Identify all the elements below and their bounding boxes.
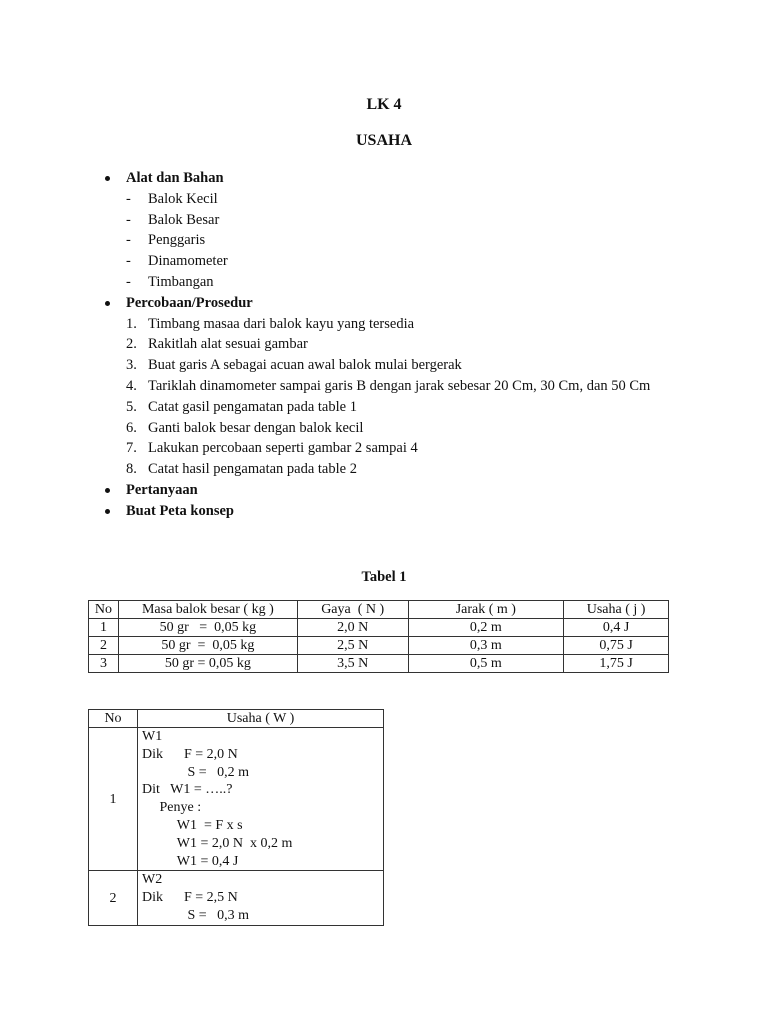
table-header-cell: No — [89, 710, 138, 728]
list-item: Lakukan percobaan seperti gambar 2 sampai 4 — [148, 440, 418, 457]
list-item: Dinamometer — [148, 253, 228, 270]
table-cell: Gaya ( N ) — [297, 601, 408, 619]
table-cell: 2,0 N — [297, 619, 408, 637]
table-cell: 1,75 J — [564, 655, 669, 673]
list-item: Buat garis A sebagai acuan awal balok mulai bergerak — [148, 357, 462, 374]
calculation-line: W1 = F x s — [142, 817, 243, 833]
list-marker: - — [126, 190, 131, 207]
table-row — [89, 728, 384, 871]
table-cell: 0,4 J — [564, 619, 669, 637]
calculation-line: Dik F = 2,0 N — [142, 746, 238, 762]
table1-caption: Tabel 1 — [361, 569, 407, 585]
calculation-line: W1 = 0,4 J — [142, 853, 239, 869]
calculation-line: S = 0,2 m — [142, 764, 250, 780]
list-item: Timbang masaa dari balok kayu yang tersedia — [148, 315, 415, 332]
calculation-line: Dik F = 2,5 N — [142, 890, 238, 906]
table-header-cell: Usaha ( W ) — [138, 710, 384, 728]
list-item: Catat hasil pengamatan pada table 2 — [148, 461, 357, 478]
list-item: Balok Kecil — [148, 190, 218, 207]
calculation-line: Dit W1 = …..? — [142, 782, 233, 798]
section-heading: Alat dan Bahan — [126, 170, 224, 186]
list-marker: 6. — [126, 419, 137, 436]
calculation-line: W1 — [142, 729, 163, 744]
list-marker: 8. — [126, 461, 137, 478]
table-row — [89, 637, 669, 655]
list-marker: - — [126, 211, 131, 228]
table-1 — [88, 600, 669, 673]
list-item: Tariklah dinamometer sampai garis B dengan jarak sebesar 20 Cm, 30 Cm, dan 50 Cm — [148, 378, 651, 394]
calculation-line: W2 — [142, 872, 163, 888]
list-item: Rakitlah alat sesuai gambar — [148, 336, 308, 353]
bullet-icon — [105, 176, 110, 181]
section-heading: Pertanyaan — [126, 482, 198, 498]
list-marker: - — [126, 232, 131, 249]
table-2 — [88, 709, 384, 926]
table-header-row — [89, 601, 669, 619]
section-heading: Percobaan/Prosedur — [126, 294, 253, 311]
table-cell: 2,5 N — [297, 637, 408, 655]
table-cell: 0,2 m — [408, 619, 564, 637]
doc-title: LK 4 — [366, 96, 402, 113]
row-number: 2 — [89, 871, 138, 925]
table-row — [89, 871, 384, 925]
table-row — [89, 655, 669, 673]
list-marker: 3. — [126, 357, 137, 374]
bullet-icon — [105, 301, 110, 306]
table-cell: Masa balok besar ( kg ) — [118, 601, 297, 619]
table-cell: 50 gr = 0,05 kg — [118, 637, 297, 655]
list-marker: 7. — [126, 440, 137, 457]
table-cell: 50 gr = 0,05 kg — [118, 619, 297, 637]
table-cell: No — [89, 601, 119, 619]
bullet-icon — [105, 488, 110, 493]
table-header-row — [89, 710, 384, 728]
list-marker: - — [126, 274, 131, 290]
work-calculation — [138, 728, 384, 871]
table-cell: 2 — [89, 637, 119, 655]
table-cell: 0,3 m — [408, 637, 564, 655]
list-item: Ganti balok besar dengan balok kecil — [148, 419, 364, 436]
list-item: Penggaris — [148, 232, 206, 249]
list-marker: 1. — [126, 315, 137, 332]
table-cell: 0,75 J — [564, 637, 669, 655]
list-marker: 4. — [126, 378, 137, 394]
list-marker: - — [126, 253, 131, 270]
work-calculation — [138, 871, 384, 925]
calculation-line: W1 = 2,0 N x 0,2 m — [142, 835, 293, 851]
calculation-line: S = 0,3 m — [142, 907, 250, 923]
table-cell: 0,5 m — [408, 655, 564, 673]
calculation-line: Penye : — [142, 800, 202, 816]
doc-subtitle: USAHA — [355, 132, 412, 149]
list-marker: 2. — [126, 336, 137, 353]
list-marker: 5. — [126, 398, 137, 415]
list-item: Catat gasil pengamatan pada table 1 — [148, 398, 357, 415]
table-cell: Jarak ( m ) — [408, 601, 564, 619]
table-cell: 50 gr = 0,05 kg — [118, 655, 297, 673]
row-number: 1 — [89, 728, 138, 871]
list-item: Timbangan — [148, 274, 214, 290]
table-cell: 1 — [89, 619, 119, 637]
table-cell: 3 — [89, 655, 119, 673]
list-item: Balok Besar — [148, 211, 220, 228]
table-cell: Usaha ( j ) — [564, 601, 669, 619]
bullet-icon — [105, 509, 110, 514]
section-heading: Buat Peta konsep — [126, 502, 234, 519]
table-cell: 3,5 N — [297, 655, 408, 673]
table-row — [89, 619, 669, 637]
